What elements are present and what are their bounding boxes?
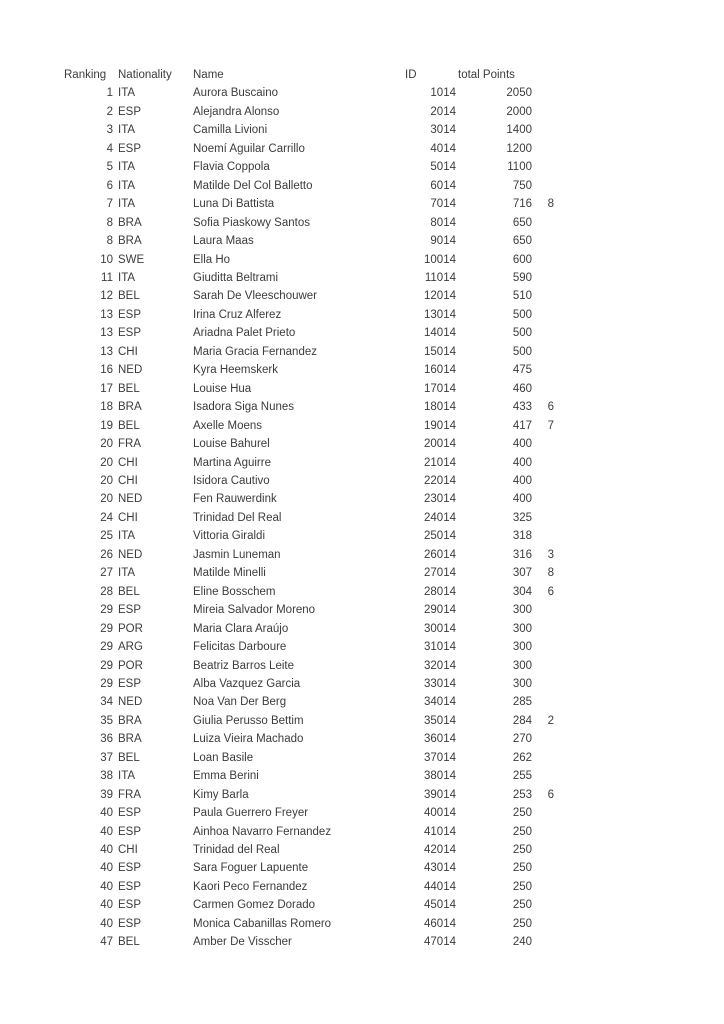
table-row — [64, 583, 554, 601]
id-cell: 35014 — [424, 714, 456, 727]
table-row — [64, 638, 554, 656]
points-cell: 750 — [512, 179, 532, 192]
id-cell: 46014 — [424, 917, 456, 930]
nationality-cell: BEL — [118, 585, 140, 598]
id-cell: 29014 — [424, 604, 456, 617]
header-total-points: total Points — [458, 69, 515, 81]
table-row — [64, 693, 554, 711]
ranking-cell: 27 — [100, 567, 113, 580]
table-row — [64, 361, 554, 379]
id-cell: 43014 — [424, 862, 456, 875]
id-cell: 30014 — [424, 622, 456, 635]
table-row — [64, 103, 554, 121]
ranking-cell: 17 — [100, 382, 113, 395]
nationality-cell: BEL — [118, 382, 140, 395]
points-cell: 307 — [512, 567, 532, 580]
name-cell: Flavia Coppola — [193, 161, 270, 174]
nationality-cell: ESP — [118, 327, 142, 340]
nationality-cell: FRA — [118, 438, 141, 451]
ranking-cell: 20 — [100, 493, 113, 506]
name-cell: Giulia Perusso Bettim — [193, 714, 304, 727]
ranking-cell: 3 — [106, 124, 113, 137]
nationality-cell: CHI — [118, 474, 138, 487]
extra-cell: 2 — [547, 714, 554, 727]
nationality-cell: SWE — [118, 253, 145, 266]
name-cell: Sofia Piaskowy Santos — [193, 216, 310, 229]
ranking-cell: 38 — [100, 770, 113, 783]
nationality-cell: CHI — [118, 345, 138, 358]
table-row — [64, 601, 554, 619]
ranking-cell: 25 — [100, 530, 113, 543]
table-row — [64, 306, 554, 324]
nationality-cell: ESP — [118, 917, 142, 930]
points-cell: 250 — [512, 862, 532, 875]
id-cell: 12014 — [424, 290, 456, 303]
points-cell: 262 — [512, 751, 532, 764]
points-cell: 250 — [512, 844, 532, 857]
points-cell: 460 — [512, 382, 532, 395]
table-row — [64, 472, 554, 490]
ranking-cell: 40 — [100, 880, 113, 893]
table-row — [64, 324, 554, 342]
nationality-cell: CHI — [118, 844, 138, 857]
ranking-cell: 1 — [106, 87, 113, 100]
name-cell: Isidora Cautivo — [193, 474, 270, 487]
table-row — [64, 564, 554, 582]
extra-cell: 8 — [547, 198, 554, 211]
points-cell: 400 — [512, 438, 532, 451]
points-cell: 318 — [512, 530, 532, 543]
table-row — [64, 546, 554, 564]
id-cell: 3014 — [430, 124, 456, 137]
points-cell: 250 — [512, 917, 532, 930]
name-cell: Paula Guerrero Freyer — [193, 807, 309, 820]
ranking-cell: 29 — [100, 677, 113, 690]
table-body — [64, 84, 554, 951]
table-row — [64, 620, 554, 638]
table-row — [64, 287, 554, 305]
name-cell: Noemí Aguilar Carrillo — [193, 142, 305, 155]
ranking-cell: 40 — [100, 917, 113, 930]
table-row — [64, 490, 554, 508]
table-row — [64, 417, 554, 435]
table-row — [64, 915, 554, 933]
ranking-cell: 40 — [100, 862, 113, 875]
name-cell: Martina Aguirre — [193, 456, 271, 469]
table-row — [64, 380, 554, 398]
points-cell: 500 — [512, 308, 532, 321]
id-cell: 41014 — [424, 825, 456, 838]
ranking-cell: 2 — [106, 105, 113, 118]
table-row — [64, 730, 554, 748]
nationality-cell: ITA — [118, 770, 136, 783]
nationality-cell: ITA — [118, 198, 136, 211]
ranking-cell: 13 — [100, 345, 113, 358]
id-cell: 15014 — [424, 345, 456, 358]
points-cell: 300 — [512, 604, 532, 617]
points-cell: 716 — [512, 198, 532, 211]
nationality-cell: ITA — [118, 179, 136, 192]
ranking-cell: 13 — [100, 327, 113, 340]
ranking-cell: 12 — [100, 290, 113, 303]
name-cell: Maria Clara Araújo — [193, 622, 289, 635]
table-row — [64, 823, 554, 841]
nationality-cell: ITA — [118, 567, 136, 580]
points-cell: 325 — [512, 511, 532, 524]
id-cell: 11014 — [424, 271, 456, 284]
points-cell: 250 — [512, 899, 532, 912]
table-row — [64, 749, 554, 767]
id-cell: 40014 — [424, 807, 456, 820]
nationality-cell: ITA — [118, 124, 136, 137]
nationality-cell: CHI — [118, 456, 138, 469]
points-cell: 1400 — [506, 124, 532, 137]
ranking-cell: 40 — [100, 899, 113, 912]
table-row — [64, 214, 554, 232]
table-row — [64, 343, 554, 361]
id-cell: 39014 — [424, 788, 456, 801]
name-cell: Irina Cruz Alferez — [193, 308, 282, 321]
table-row — [64, 804, 554, 822]
name-cell: Louise Hua — [193, 382, 252, 395]
id-cell: 44014 — [424, 880, 456, 893]
nationality-cell: CHI — [118, 511, 138, 524]
id-cell: 28014 — [424, 585, 456, 598]
ranking-cell: 47 — [100, 936, 113, 949]
nationality-cell: BRA — [118, 714, 142, 727]
points-cell: 2000 — [506, 105, 532, 118]
table-row — [64, 859, 554, 877]
name-cell: Beatriz Barros Leite — [193, 659, 294, 672]
id-cell: 19014 — [424, 419, 456, 432]
name-cell: Loan Basile — [193, 751, 254, 764]
points-cell: 590 — [512, 271, 532, 284]
name-cell: Alba Vazquez Garcia — [193, 677, 301, 690]
ranking-cell: 16 — [100, 364, 113, 377]
table-row — [64, 140, 554, 158]
nationality-cell: BRA — [118, 216, 142, 229]
name-cell: Giuditta Beltrami — [193, 271, 279, 284]
id-cell: 8014 — [430, 216, 456, 229]
extra-cell: 3 — [547, 548, 554, 561]
id-cell: 26014 — [424, 548, 456, 561]
nationality-cell: BEL — [118, 419, 140, 432]
extra-cell: 6 — [547, 788, 554, 801]
points-cell: 285 — [512, 696, 532, 709]
name-cell: Carmen Gomez Dorado — [193, 899, 316, 912]
points-cell: 300 — [512, 677, 532, 690]
points-cell: 1200 — [506, 142, 532, 155]
ranking-cell: 29 — [100, 641, 113, 654]
points-cell: 500 — [512, 327, 532, 340]
nationality-cell: ESP — [118, 807, 142, 820]
ranking-cell: 40 — [100, 844, 113, 857]
nationality-cell: FRA — [118, 788, 141, 801]
ranking-table — [64, 66, 554, 952]
header-id: ID — [405, 69, 417, 81]
nationality-cell: ESP — [118, 308, 142, 321]
nationality-cell: ESP — [118, 880, 142, 893]
nationality-cell: ITA — [118, 271, 136, 284]
name-cell: Luiza Vieira Machado — [193, 733, 304, 746]
name-cell: Axelle Moens — [193, 419, 263, 432]
name-cell: Eline Bosschem — [193, 585, 276, 598]
ranking-cell: 4 — [106, 142, 113, 155]
name-cell: Laura Maas — [193, 235, 254, 248]
ranking-cell: 40 — [100, 807, 113, 820]
points-cell: 433 — [512, 401, 532, 414]
nationality-cell: NED — [118, 696, 143, 709]
ranking-cell: 6 — [106, 179, 113, 192]
nationality-cell: NED — [118, 493, 143, 506]
extra-cell: 6 — [547, 585, 554, 598]
name-cell: Vittoria Giraldi — [193, 530, 266, 543]
nationality-cell: BRA — [118, 235, 142, 248]
ranking-cell: 20 — [100, 474, 113, 487]
extra-cell: 6 — [547, 401, 554, 414]
table-row — [64, 786, 554, 804]
points-cell: 284 — [512, 714, 532, 727]
table-row — [64, 177, 554, 195]
points-cell: 300 — [512, 622, 532, 635]
points-cell: 270 — [512, 733, 532, 746]
name-cell: Isadora Siga Nunes — [193, 401, 295, 414]
nationality-cell: BRA — [118, 401, 142, 414]
ranking-cell: 8 — [106, 216, 113, 229]
id-cell: 25014 — [424, 530, 456, 543]
name-cell: Matilde Del Col Balletto — [193, 179, 313, 192]
id-cell: 22014 — [424, 474, 456, 487]
ranking-cell: 19 — [100, 419, 113, 432]
name-cell: Sara Foguer Lapuente — [193, 862, 309, 875]
ranking-cell: 26 — [100, 548, 113, 561]
id-cell: 13014 — [424, 308, 456, 321]
points-cell: 250 — [512, 880, 532, 893]
nationality-cell: ARG — [118, 641, 143, 654]
id-cell: 47014 — [424, 936, 456, 949]
extra-cell: 7 — [547, 419, 554, 432]
points-cell: 250 — [512, 807, 532, 820]
ranking-cell: 34 — [100, 696, 113, 709]
nationality-cell: ESP — [118, 604, 142, 617]
name-cell: Ainhoa Navarro Fernandez — [193, 825, 332, 838]
nationality-cell: ESP — [118, 677, 142, 690]
points-cell: 400 — [512, 456, 532, 469]
name-cell: Sarah De Vleeschouwer — [193, 290, 318, 303]
ranking-cell: 29 — [100, 659, 113, 672]
points-cell: 255 — [512, 770, 532, 783]
table-row — [64, 158, 554, 176]
id-cell: 37014 — [424, 751, 456, 764]
nationality-cell: ESP — [118, 862, 142, 875]
id-cell: 20014 — [424, 438, 456, 451]
nationality-cell: POR — [118, 659, 143, 672]
points-cell: 1100 — [507, 161, 532, 174]
id-cell: 42014 — [424, 844, 456, 857]
id-cell: 14014 — [424, 327, 456, 340]
table-row — [64, 657, 554, 675]
ranking-cell: 11 — [101, 271, 113, 284]
table-row — [64, 232, 554, 250]
nationality-cell: ESP — [118, 899, 142, 912]
ranking-cell: 8 — [106, 235, 113, 248]
id-cell: 24014 — [424, 511, 456, 524]
name-cell: Amber De Visscher — [193, 936, 292, 949]
table-row — [64, 878, 554, 896]
id-cell: 21014 — [424, 456, 456, 469]
table-row — [64, 269, 554, 287]
id-cell: 2014 — [430, 105, 456, 118]
ranking-cell: 39 — [100, 788, 113, 801]
name-cell: Alejandra Alonso — [193, 105, 280, 118]
id-cell: 38014 — [424, 770, 456, 783]
name-cell: Mireia Salvador Moreno — [193, 604, 316, 617]
id-cell: 6014 — [430, 179, 456, 192]
name-cell: Kyra Heemskerk — [193, 364, 278, 377]
id-cell: 10014 — [424, 253, 456, 266]
nationality-cell: ITA — [118, 161, 136, 174]
id-cell: 18014 — [424, 401, 456, 414]
points-cell: 650 — [512, 216, 532, 229]
nationality-cell: ITA — [118, 530, 136, 543]
points-cell: 240 — [512, 936, 532, 949]
ranking-cell: 29 — [100, 604, 113, 617]
ranking-cell: 36 — [100, 733, 113, 746]
id-cell: 45014 — [424, 899, 456, 912]
name-cell: Kaori Peco Fernandez — [193, 880, 308, 893]
ranking-cell: 37 — [100, 751, 113, 764]
nationality-cell: BEL — [118, 751, 140, 764]
nationality-cell: ITA — [118, 87, 136, 100]
name-cell: Ella Ho — [193, 253, 231, 266]
points-cell: 250 — [512, 825, 532, 838]
ranking-cell: 18 — [100, 401, 113, 414]
ranking-cell: 35 — [100, 714, 113, 727]
points-cell: 500 — [512, 345, 532, 358]
points-cell: 600 — [512, 253, 532, 266]
id-cell: 16014 — [424, 364, 456, 377]
ranking-cell: 28 — [100, 585, 113, 598]
table-row — [64, 454, 554, 472]
ranking-cell: 40 — [100, 825, 113, 838]
points-cell: 304 — [512, 585, 532, 598]
points-cell: 253 — [512, 788, 532, 801]
id-cell: 36014 — [424, 733, 456, 746]
id-cell: 1014 — [430, 87, 456, 100]
nationality-cell: ESP — [118, 105, 142, 118]
ranking-cell: 29 — [100, 622, 113, 635]
points-cell: 650 — [512, 235, 532, 248]
id-cell: 17014 — [424, 382, 456, 395]
name-cell: Louise Bahurel — [193, 438, 270, 451]
ranking-cell: 20 — [100, 438, 113, 451]
name-cell: Maria Gracia Fernandez — [193, 345, 317, 358]
ranking-cell: 5 — [106, 161, 113, 174]
id-cell: 32014 — [424, 659, 456, 672]
id-cell: 9014 — [430, 235, 456, 248]
ranking-cell: 24 — [100, 511, 113, 524]
nationality-cell: ESP — [118, 142, 142, 155]
nationality-cell: ESP — [118, 825, 142, 838]
nationality-cell: POR — [118, 622, 143, 635]
id-cell: 27014 — [424, 567, 456, 580]
name-cell: Trinidad Del Real — [193, 511, 282, 524]
table-row — [64, 398, 554, 416]
header-nationality: Nationality — [118, 69, 172, 81]
name-cell: Matilde Minelli — [193, 567, 266, 580]
id-cell: 4014 — [430, 142, 456, 155]
points-cell: 300 — [512, 641, 532, 654]
name-cell: Aurora Buscaino — [193, 87, 279, 100]
table-row — [64, 712, 554, 730]
name-cell: Felicitas Darboure — [193, 641, 287, 654]
table-row — [64, 933, 554, 951]
name-cell: Kimy Barla — [193, 788, 249, 801]
points-cell: 300 — [512, 659, 532, 672]
table-row — [64, 896, 554, 914]
name-cell: Emma Berini — [193, 770, 259, 783]
ranking-cell: 10 — [100, 253, 113, 266]
points-cell: 2050 — [506, 87, 532, 100]
table-row — [64, 121, 554, 139]
name-cell: Fen Rauwerdink — [193, 493, 277, 506]
ranking-cell: 13 — [100, 308, 113, 321]
name-cell: Camilla Livioni — [193, 124, 268, 137]
id-cell: 7014 — [430, 198, 456, 211]
nationality-cell: NED — [118, 548, 143, 561]
table-row — [64, 527, 554, 545]
nationality-cell: BEL — [118, 936, 140, 949]
table-row — [64, 675, 554, 693]
table-row — [64, 841, 554, 859]
nationality-cell: BEL — [118, 290, 140, 303]
points-cell: 400 — [512, 474, 532, 487]
name-cell: Trinidad del Real — [193, 844, 280, 857]
name-cell: Ariadna Palet Prieto — [193, 327, 296, 340]
table-row — [64, 767, 554, 785]
id-cell: 31014 — [424, 641, 456, 654]
points-cell: 417 — [512, 419, 532, 432]
ranking-cell: 20 — [100, 456, 113, 469]
id-cell: 23014 — [424, 493, 456, 506]
points-cell: 400 — [512, 493, 532, 506]
table-row — [64, 509, 554, 527]
points-cell: 316 — [512, 548, 532, 561]
table-header-row — [64, 66, 554, 84]
table-row — [64, 435, 554, 453]
points-cell: 475 — [512, 364, 532, 377]
name-cell: Noa Van Der Berg — [193, 696, 287, 709]
nationality-cell: NED — [118, 364, 143, 377]
header-name: Name — [193, 69, 224, 81]
name-cell: Jasmin Luneman — [193, 548, 281, 561]
extra-cell: 8 — [547, 567, 554, 580]
table-row — [64, 84, 554, 102]
ranking-cell: 7 — [106, 198, 113, 211]
points-cell: 510 — [512, 290, 532, 303]
table-row — [64, 251, 554, 269]
name-cell: Monica Cabanillas Romero — [193, 917, 332, 930]
table-row — [64, 195, 554, 213]
id-cell: 33014 — [424, 677, 456, 690]
id-cell: 5014 — [430, 161, 456, 174]
nationality-cell: BRA — [118, 733, 142, 746]
header-ranking: Ranking — [64, 69, 107, 81]
name-cell: Luna Di Battista — [193, 198, 275, 211]
id-cell: 34014 — [424, 696, 456, 709]
